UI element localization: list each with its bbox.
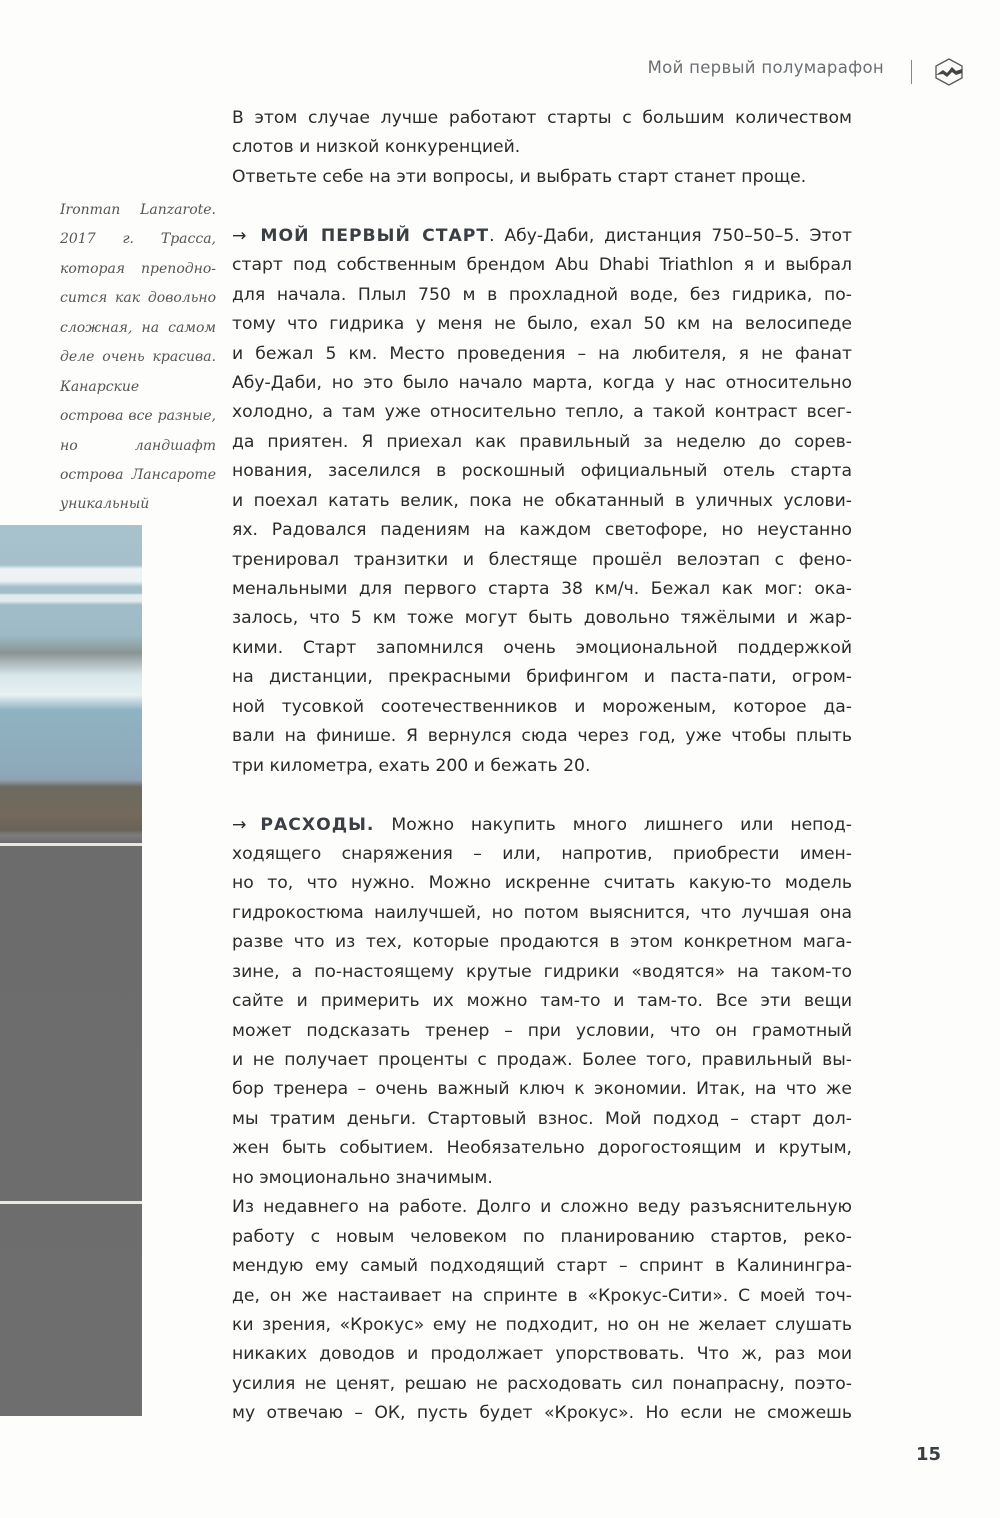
text-line: менальными для первого старта 38 км/ч. Бежал как мог: ока- <box>232 579 852 599</box>
text-line: сложная, на самом <box>60 319 216 336</box>
photo-caption <box>60 196 216 520</box>
text-line: зине, а по-настоящему крутые гидрики «водятся» на таком-то <box>232 961 852 982</box>
paragraph-first-start <box>232 222 852 781</box>
text-line: которая преподно- <box>60 260 216 277</box>
text-line: жен быть событием. Необязательно дорогостоящим и крутым, <box>232 1138 852 1159</box>
text-line: никаких доводов и продолжает упорствовать. Что ж, раз мои <box>232 1344 852 1365</box>
text-line: старт под собственным брендом Abu Dhabi Triathlon я и выбрал <box>232 255 852 276</box>
text-line: 2017 г. Трасса, <box>60 231 216 248</box>
text-line: ходящего снаряжения – или, напротив, приобрести имен- <box>232 843 852 864</box>
text-line: бор тренера – очень важный ключ к экономии. Итак, на что же <box>232 1079 852 1100</box>
text-line: для начала. Плыл 750 м в прохладной воде, без гидрика, по- <box>232 284 852 305</box>
text-line: усилия не ценят, решаю не расходовать сил понапрасну, поэто- <box>232 1373 852 1394</box>
text-line: Можно накупить много лишнего или непод- <box>374 814 852 835</box>
text-line: залось, что 5 км тоже могут быть довольно тяжёлыми и жар- <box>232 608 852 629</box>
running-title: Мой первый полумарафон <box>647 58 884 77</box>
lanzarote-coast-photo <box>0 525 142 1416</box>
text-line: Абу-Даби, но это было начало марта, когда у нас относительно <box>232 372 852 393</box>
paragraph-intro <box>232 104 852 192</box>
text-line: и не получает проценты с продаж. Более того, правильный вы- <box>232 1050 852 1070</box>
arrow-icon: → <box>232 225 247 246</box>
paragraph-work-story <box>232 1193 852 1429</box>
text-line: да приятен. Я приехал как правильный за неделю до сорев- <box>232 431 852 452</box>
paragraph-lead-line <box>232 811 852 840</box>
paragraph-expenses <box>232 811 852 1194</box>
paragraph-lead-line <box>232 222 852 251</box>
text-line: и поехал катать велик, пока не обкатанный в уличных услови- <box>232 490 852 511</box>
text-line: но эмоционально значимым. <box>232 1167 493 1188</box>
text-line: деле очень красива. <box>60 349 216 366</box>
section-lead: РАСХОДЫ. <box>260 814 375 835</box>
body-text <box>232 104 852 1429</box>
text-line: на дистанции, прекрасными брифингом и паста-пати, огром- <box>232 667 852 688</box>
text-line: три километра, ехать 200 и бежать 20. <box>232 755 591 776</box>
text-line: ной тусовкой соотечественников и мороженым, которое да- <box>232 696 852 717</box>
text-line: мендую ему самый подходящий старт – спринт в Калинингра- <box>232 1256 852 1277</box>
page-number: 15 <box>916 1444 942 1465</box>
text-line: и бежал 5 км. Место проведения – на любителя, я не фанат <box>232 343 852 364</box>
text-line: В этом случае лучше работают старты с большим количеством <box>232 108 852 128</box>
text-line: но ландшафт <box>60 437 216 454</box>
text-line: разве что из тех, которые продаются в этом конкретном мага- <box>232 932 852 953</box>
text-line: тренировал транзитки и блестяще прошёл велоэтап с фено- <box>232 549 852 570</box>
text-line: сайте и примерить их можно там-то и там-то. Все эти вещи <box>232 991 852 1012</box>
mountain-logo-icon <box>934 58 964 86</box>
text-line: но то, что нужно. Можно искренне считать какую-то модель <box>232 873 852 894</box>
text-line: . Абу-Даби, дистанция 750–50–5. Этот <box>489 225 852 246</box>
header-divider <box>911 60 912 84</box>
text-line: му отвечаю – ОК, пусть будет «Крокус». Но если не сможешь <box>232 1403 852 1424</box>
text-line: Ответьте себе на эти вопросы, и выбрать старт станет проще. <box>232 166 807 187</box>
text-line: слотов и низкой конкуренцией. <box>232 137 521 158</box>
text-line: Ironman Lanzarote. <box>60 202 216 218</box>
text-line: тому что гидрика у меня не было, ехал 50 км на велосипеде <box>232 314 852 335</box>
text-line: Из недавнего на работе. Долго и сложно веду разъяснительную <box>232 1197 852 1218</box>
text-line: де, он же настаивает на спринте в «Крокус-Сити». С моей точ- <box>232 1285 852 1306</box>
text-line: Канарские <box>60 378 140 395</box>
text-line: может подсказать тренер – при условии, что он грамотный <box>232 1020 852 1041</box>
text-line: ях. Радовался падениям на каждом светофоре, но неустанно <box>232 520 852 541</box>
road-marking <box>0 843 142 846</box>
text-line: острова все разные, <box>60 408 216 425</box>
text-line: острова Лансароте <box>60 466 216 483</box>
text-line: гидрокостюма наилучшей, но потом выяснится, что лучшая она <box>232 902 852 923</box>
text-line: кими. Старт запомнился очень эмоциональной поддержкой <box>232 637 852 658</box>
text-line: холодно, а там уже относительно тепло, а такой контраст всег- <box>232 402 852 423</box>
text-line: ки зрения, «Крокус» ему не подходит, но он не желает слушать <box>232 1314 852 1335</box>
text-line: вали на финише. Я вернулся сюда через год, уже чтобы плыть <box>232 726 852 747</box>
text-line: сится как довольно <box>60 290 216 307</box>
road-marking <box>0 1201 142 1204</box>
section-lead: МОЙ ПЕРВЫЙ СТАРТ <box>260 225 490 246</box>
text-line: мы тратим деньги. Стартовый взнос. Мой подход – старт дол- <box>232 1108 852 1129</box>
text-line: уникальный <box>60 496 150 513</box>
text-line: работу с новым человеком по планированию стартов, реко- <box>232 1226 852 1247</box>
arrow-icon: → <box>232 814 247 835</box>
text-line: нования, заселился в роскошный официальный отель старта <box>232 461 852 482</box>
